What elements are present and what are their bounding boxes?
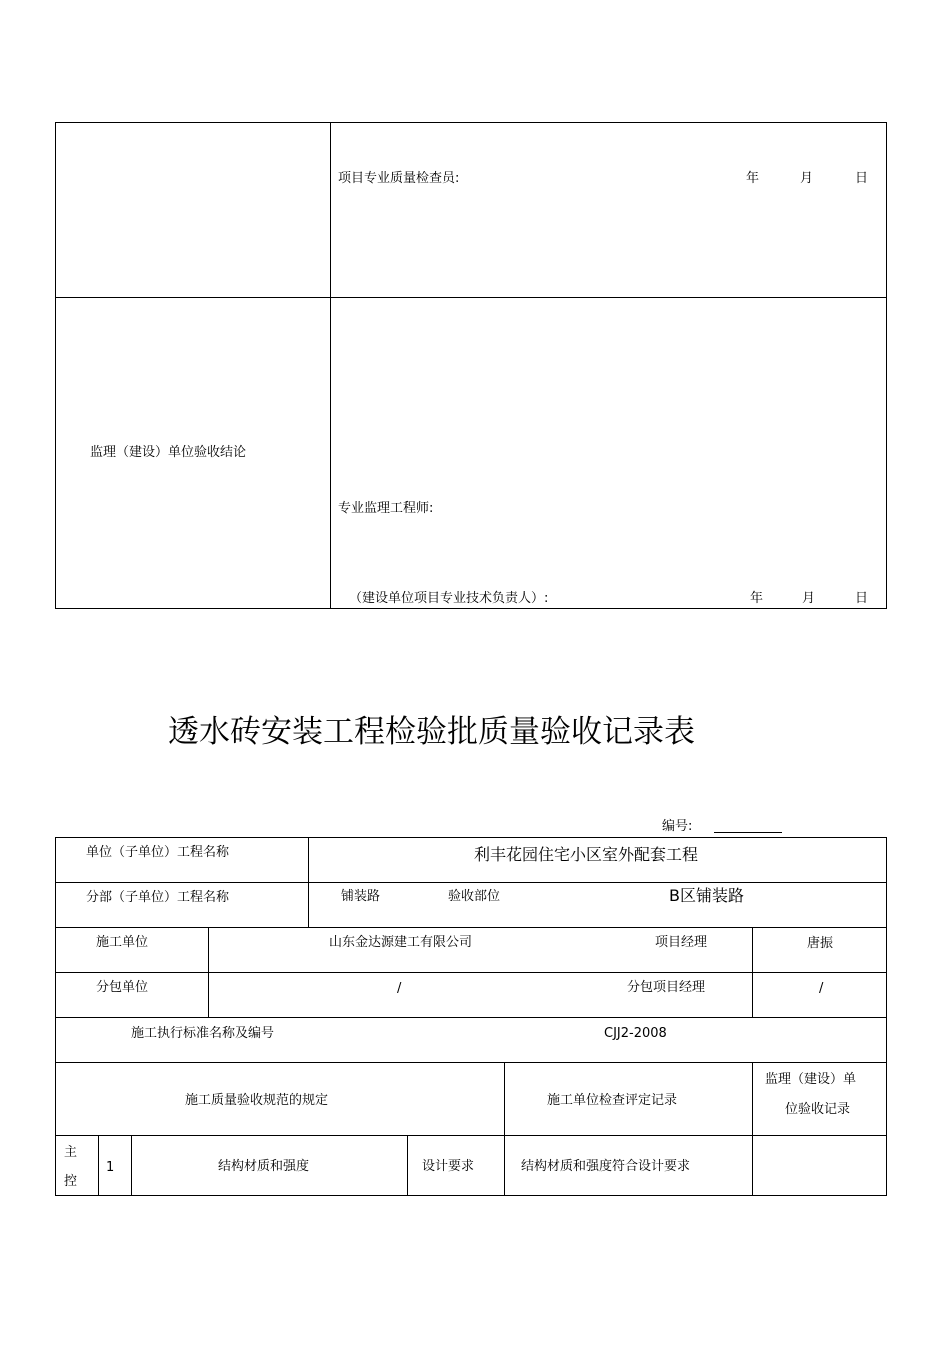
acceptance-part-label: 验收部位 <box>448 889 501 904</box>
contractor-label: 施工单位 <box>96 935 149 950</box>
item-result: 结构材质和强度符合设计要求 <box>521 1159 691 1174</box>
division-label: 分部（子单位）工程名称 <box>86 890 230 905</box>
contractor-value: 山东金达源建工有限公司 <box>329 935 473 950</box>
main-control-label-2: 控 <box>64 1174 78 1189</box>
unit-project-value: 利丰花园住宅小区室外配套工程 <box>474 845 699 864</box>
supervision-conclusion-label: 监理（建设）单位验收结论 <box>90 445 247 460</box>
subcontractor-label: 分包单位 <box>96 980 149 995</box>
number-underline <box>714 832 782 833</box>
project-manager-label: 项目经理 <box>655 935 708 950</box>
main-control-label-1: 主 <box>64 1145 78 1160</box>
supervision-record-header-line2: 位验收记录 <box>785 1102 851 1117</box>
sub-pm-value: / <box>819 981 824 996</box>
owner-tech-lead-label: （建设单位项目专业技术负责人）: <box>349 591 549 606</box>
item-number: 1 <box>106 1160 115 1175</box>
year-label-2: 年 <box>750 591 764 606</box>
subcontractor-value: / <box>397 981 402 996</box>
spec-header: 施工质量验收规范的规定 <box>185 1093 329 1108</box>
acceptance-part-value: B区铺装路 <box>669 886 744 905</box>
item-requirement: 设计要求 <box>422 1159 475 1174</box>
document-title: 透水砖安装工程检验批质量验收记录表 <box>168 714 695 750</box>
item-name: 结构材质和强度 <box>218 1159 310 1174</box>
division-value: 铺装路 <box>341 889 381 904</box>
year-label: 年 <box>746 171 760 186</box>
standard-value: CJJ2-2008 <box>604 1026 667 1041</box>
project-manager-value: 唐振 <box>807 936 834 951</box>
day-label: 日 <box>855 171 869 186</box>
day-label-2: 日 <box>855 591 869 606</box>
number-label: 编号: <box>662 819 693 834</box>
sub-pm-label: 分包项目经理 <box>627 980 706 995</box>
supervision-record-header-line1: 监理（建设）单 <box>765 1072 857 1087</box>
standard-label: 施工执行标准名称及编号 <box>131 1026 275 1041</box>
supervising-engineer-label: 专业监理工程师: <box>338 501 434 516</box>
month-label: 月 <box>800 171 814 186</box>
month-label-2: 月 <box>802 591 816 606</box>
quality-inspector-label: 项目专业质量检查员: <box>338 171 460 186</box>
unit-project-label: 单位（子单位）工程名称 <box>86 845 230 860</box>
contractor-record-header: 施工单位检查评定记录 <box>547 1093 678 1108</box>
